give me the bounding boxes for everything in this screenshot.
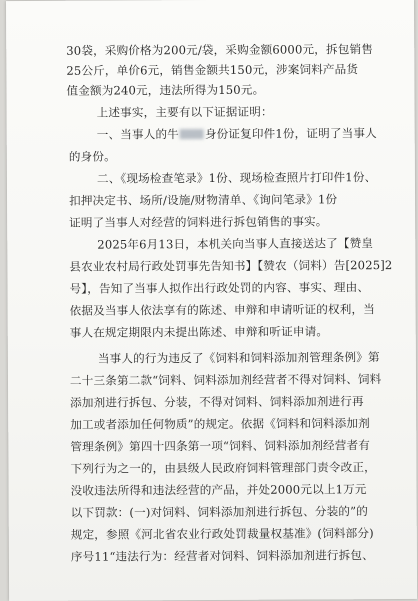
text-line-5-end: 身份证复印件1份，证明了当事人 — [204, 126, 377, 142]
text-line-4: 上述事实，主要有以下证据证明： — [96, 104, 273, 120]
text-line-8: 扣押决定书、场所/设施/财物清单、《询问笔录》1份 — [69, 192, 338, 208]
text-line-2: 25公斤，单价6元，销售金额共150元，涉案饲料产品货 — [66, 62, 359, 78]
text-line-18: 加工或者添加任何物质”的规定。依据《饲料和饲料添加剂 — [70, 416, 370, 432]
text-line-13: 依据及当事人依法享有的陈述、申辩和申请听证的权利，当 — [69, 302, 376, 318]
text-line-20: 下列行为之一的，由县级人民政府饲料管理部门责令改正， — [70, 460, 376, 476]
text-line-11: 县农业农村局行政处罚事先告知书】【赞农（饲料）告[2025]2 — [69, 258, 393, 274]
text-line-16: 二十三条第二款“饲料、饲料添加剂经营者不得对饲料、饲料 — [69, 372, 382, 388]
text-line-15: 当事人的行为违反了《饲料和饲料添加剂管理条例》第 — [97, 350, 380, 366]
document-page — [6, 0, 417, 601]
redacted-name-block — [180, 129, 204, 139]
text-line-24: 序号11“违法行为：经营者对饲料、饲料添加剂进行拆包、 — [70, 548, 374, 564]
text-line-3: 值金额为240元，违法所得为150元。 — [66, 82, 265, 98]
text-line-14: 事人在规定期限内未提出陈述、申辩和听证申请。 — [69, 324, 329, 340]
text-line-19: 管理条例》第四十四条第一项“饲料、饲料添加剂经营者有 — [70, 438, 371, 454]
text-line-21: 没收违法所得和违法经营的产品，并处2000元以上1万元 — [70, 482, 367, 498]
text-line-5 — [97, 125, 415, 143]
text-line-5-start: 一、当事人的牛 — [96, 127, 179, 142]
text-line-22: 以下罚款：(一)对饲料、饲料添加剂进行拆包、分装的”的 — [70, 504, 368, 520]
text-line-9: 证明了当事人对经营的饲料进行拆包销售的事实。 — [69, 214, 328, 230]
text-line-10: 2025年6月13日，本机关向当事人直接送达了【赞皇 — [97, 236, 374, 252]
text-line-1: 30袋，采购价格为200元/袋，采购金额6000元，拆包销售 — [66, 42, 373, 58]
text-line-17: 添加剂进行拆包、分装，不得对饲料、饲料添加剂进行再 — [70, 394, 364, 410]
text-line-23: 规定，参照《河北省农业行政处罚裁量权基准》(饲料部分) — [70, 526, 374, 542]
text-line-7: 二、《现场检查笔录》1份、现场检查照片打印件1份、 — [96, 170, 377, 186]
text-line-6: 的身份。 — [68, 149, 116, 164]
text-line-12: 号】，告知了当事人拟作出行政处罚的内容、事实、理由、 — [69, 280, 370, 296]
